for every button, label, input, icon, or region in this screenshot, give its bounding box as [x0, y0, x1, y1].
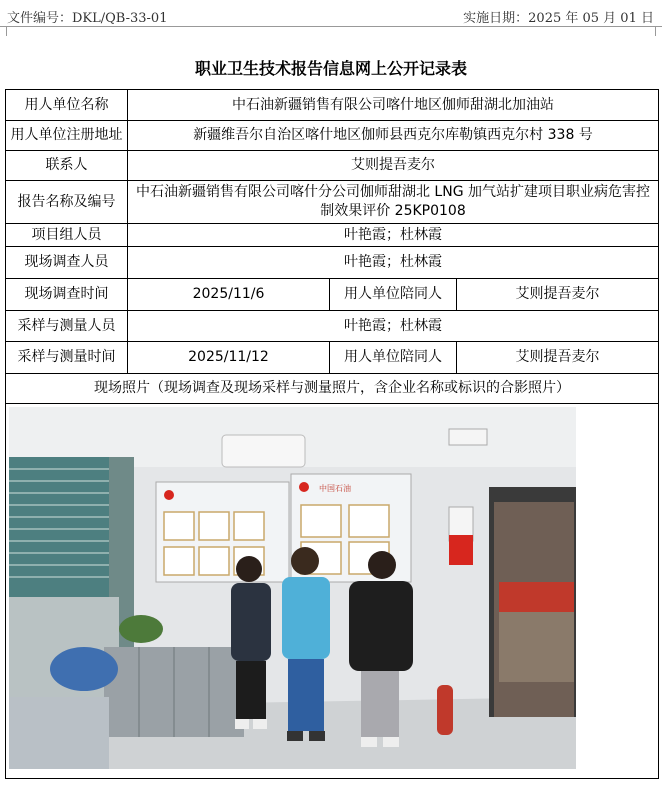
row-report: [6, 181, 659, 224]
survey-staff-label: 现场调查人员: [6, 247, 128, 279]
survey-time-label: 现场调查时间: [6, 279, 128, 311]
employer-name-value: 中石油新疆销售有限公司喀什地区伽师甜湖北加油站: [128, 90, 659, 121]
row-photo: [6, 404, 659, 779]
survey-escort-label: 用人单位陪同人: [330, 279, 457, 311]
contact-label: 联系人: [6, 151, 128, 181]
report-label: 报告名称及编号: [6, 181, 128, 224]
photo-cell: [6, 404, 659, 779]
survey-staff-value: 叶艳霞；杜林霞: [128, 247, 659, 279]
header-rule: [0, 26, 662, 27]
row-employer-name: [6, 90, 659, 121]
team-value: 叶艳霞；杜林霞: [128, 224, 659, 247]
page-title: 职业卫生技术报告信息网上公开记录表: [194, 59, 467, 78]
site-photo: [9, 407, 576, 769]
header-tick-right: [655, 26, 656, 36]
sampling-time-value: 2025/11/12: [128, 342, 330, 374]
record-table: [5, 89, 659, 779]
survey-escort-value: 艾则提吾麦尔: [457, 279, 659, 311]
row-survey-staff: [6, 247, 659, 279]
sampling-escort-label: 用人单位陪同人: [330, 342, 457, 374]
sign-text: 中国石油: [319, 484, 351, 493]
sampling-staff-value: 叶艳霞；杜林霞: [128, 311, 659, 342]
registered-address-value: 新疆维吾尔自治区喀什地区伽师县西克尔库勒镇西克尔村 338 号: [128, 121, 659, 151]
row-contact: [6, 151, 659, 181]
photo-label: 现场照片（现场调查及现场采样与测量照片，含企业名称或标识的合影照片）: [6, 374, 659, 404]
sampling-escort-value: 艾则提吾麦尔: [457, 342, 659, 374]
survey-time-value: 2025/11/6: [128, 279, 330, 311]
row-registered-address: [6, 121, 659, 151]
sampling-staff-label: 采样与测量人员: [6, 311, 128, 342]
report-value: 中石油新疆销售有限公司喀什分公司伽师甜湖北 LNG 加气站扩建项目职业病危害控制效果评价 25KP0108: [128, 181, 659, 224]
site-photo-illustration: [9, 407, 576, 769]
row-photo-label: [6, 374, 659, 404]
sampling-time-label: 采样与测量时间: [6, 342, 128, 374]
header-tick-left: [6, 26, 7, 36]
employer-name-label: 用人单位名称: [6, 90, 128, 121]
row-team: [6, 224, 659, 247]
contact-value: 艾则提吾麦尔: [128, 151, 659, 181]
effective-date: 实施日期：2025 年 05 月 01 日: [463, 11, 654, 26]
row-survey-time: [6, 279, 659, 311]
registered-address-label: 用人单位注册地址: [6, 121, 128, 151]
row-sampling-time: [6, 342, 659, 374]
team-label: 项目组人员: [6, 224, 128, 247]
document-header: [0, 0, 662, 34]
row-sampling-staff: [6, 311, 659, 342]
document-number: 文件编号：DKL/QB-33-01: [7, 11, 168, 26]
